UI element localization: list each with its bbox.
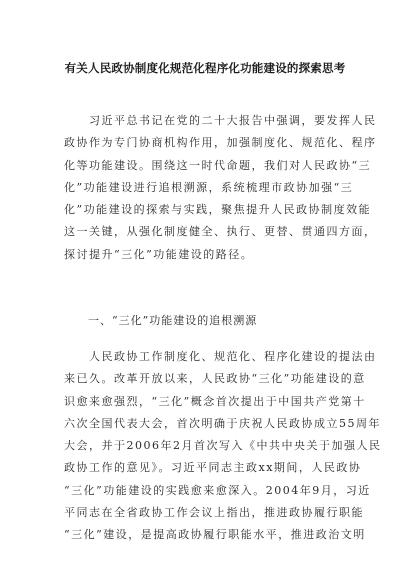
paragraph-line: “三化”功能建设的实践愈来愈深入。2004年9月，习近: [64, 483, 371, 497]
paragraph-line: 人民政协工作制度化、规范化、程序化建设的提法由: [64, 350, 377, 363]
paragraph-line: 识愈来愈强烈，“三化”概念首次提出于中国共产党第十: [64, 394, 366, 408]
document-title: 有关人民政协制度化规范化程序化功能建设的探索思考: [64, 61, 346, 75]
paragraph-line: 六次全国代表大会，首次明确于庆祝人民政协成立55周年: [64, 416, 381, 430]
paragraph-line: 政协工作的意见》。习近平同志主政xx期间，人民政协: [64, 461, 362, 475]
paragraph-line: 探讨提升“三化”功能建设的路径。: [64, 247, 254, 261]
paragraph-line: 平同志在全省政协工作会议上指出，推进政协履行职能: [64, 506, 364, 520]
section-paragraph: [64, 346, 382, 547]
paragraph-line: 这一关键，从强化制度健全、执行、更替、贯通四方面，: [64, 225, 377, 239]
paragraph-line: 大会，并于2006年2月首次写入《中共中央关于加强人民: [64, 439, 382, 453]
section-heading: 一、“三化”功能建设的追根溯源: [88, 314, 258, 327]
paragraph-line: 习近平总书记在党的二十大报告中强调，要发挥人民: [64, 114, 377, 127]
intro-paragraph: [64, 110, 377, 266]
paragraph-line: 来已久。改革开放以来，人民政协“三化”功能建设的意: [64, 372, 366, 386]
paragraph-line: 政协作为专门协商机构作用，加强制度化、规范化、程序: [64, 136, 377, 150]
paragraph-line: 化”功能建设进行追根溯源，系统梳理市政协加强“三: [64, 180, 354, 194]
paragraph-line: 化”功能建设的探索与实践，聚焦提升人民政协制度效能: [64, 203, 372, 217]
paragraph-line: 化等功能建设。围绕这一时代命题，我们对人民政协“三: [64, 158, 372, 172]
paragraph-line: “三化”建设，是提高政协履行职能水平，推进政治文明: [64, 528, 366, 542]
